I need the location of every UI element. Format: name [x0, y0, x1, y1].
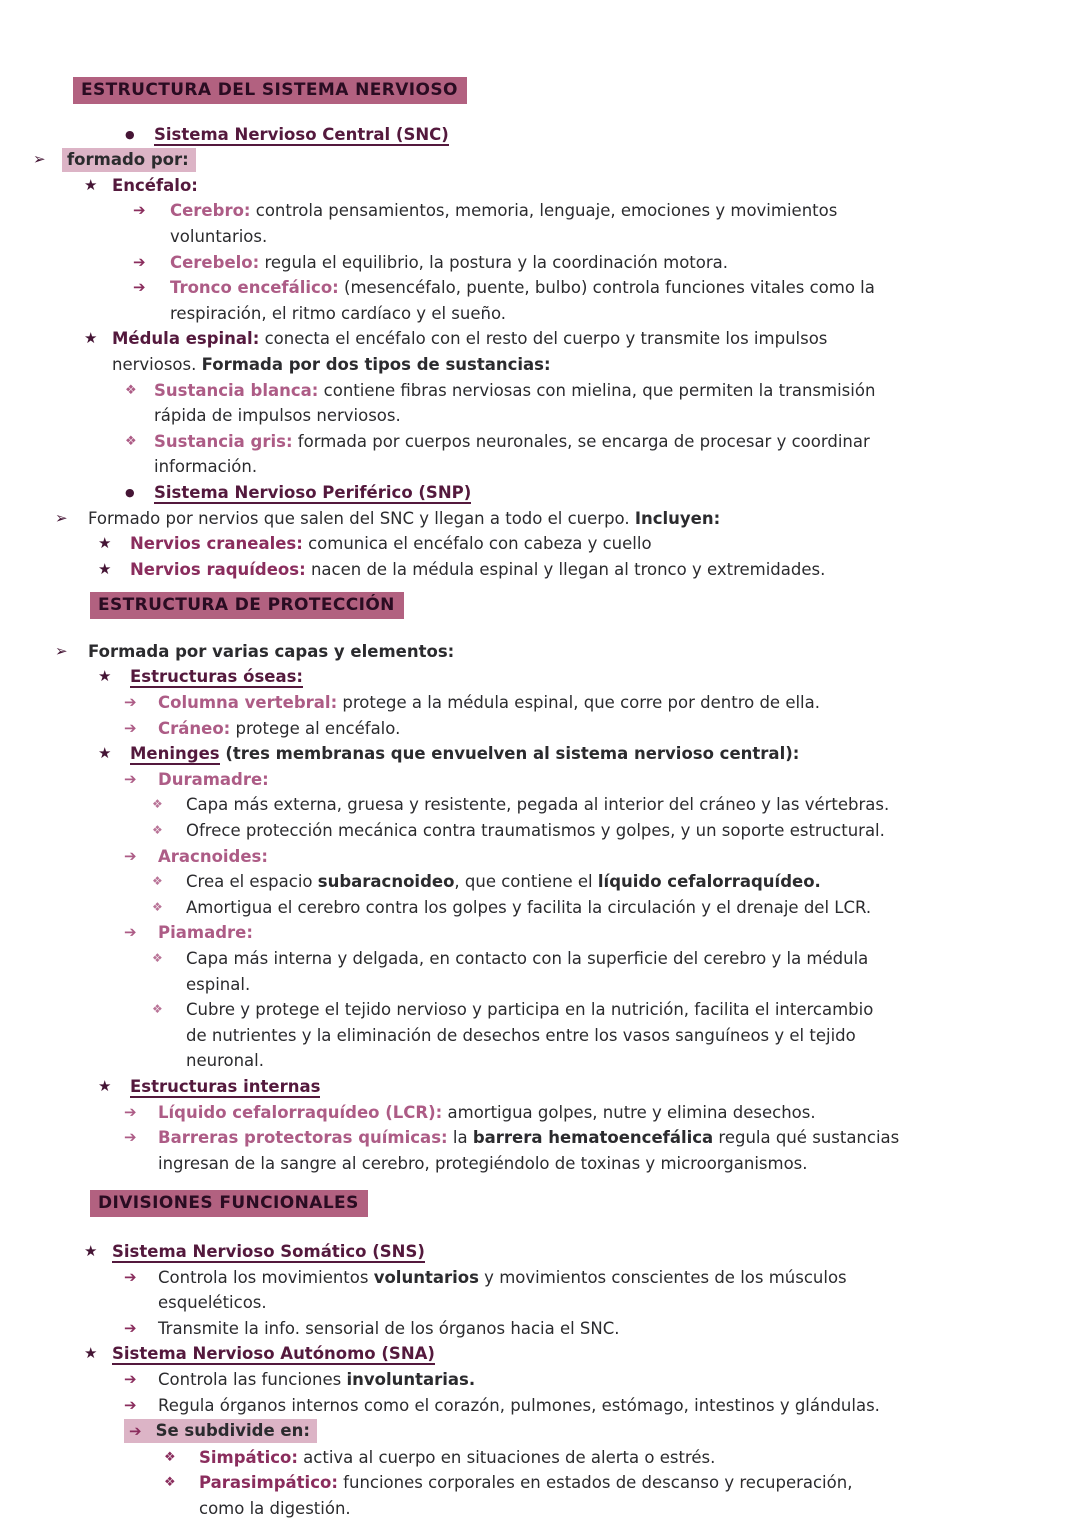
text-run: y movimientos conscientes de los músculos [478, 1267, 847, 1287]
arrow-bullet-icon: ➔ [124, 1102, 137, 1121]
doc-line [0, 326, 1080, 352]
section-heading-label: ESTRUCTURA DE PROTECCIÓN [90, 592, 404, 619]
bullet-dot-icon: ● [125, 127, 135, 141]
doc-line [0, 506, 1080, 532]
text-run: Sistema Nervioso Central (SNC) [154, 124, 449, 144]
doc-line [0, 1445, 1080, 1471]
doc-line [0, 690, 1080, 716]
text-run: formada por cuerpos neuronales, se encarga de procesar y coordinar [292, 431, 870, 451]
text-run: Capa más interna y delgada, en contacto con la superficie del cerebro y la médula [186, 949, 869, 968]
text-run: controla pensamientos, memoria, lenguaje, emociones y movimientos [250, 201, 838, 221]
star-bullet-icon: ★ [98, 1076, 112, 1095]
arrow-bullet-icon: ➔ [124, 693, 137, 712]
star-bullet-icon: ★ [84, 1241, 98, 1260]
text-run: Ofrece protección mecánica contra traumatismos y golpes, y un soporte estructural. [186, 821, 885, 841]
star-bullet-icon: ★ [98, 559, 112, 578]
text-run: voluntarios [373, 1267, 479, 1287]
chevron-bullet-icon: ➢ [55, 641, 68, 660]
chevron-bullet-icon: ➢ [55, 508, 68, 527]
doc-line [0, 869, 1080, 895]
text-run: Sustancia blanca: [154, 380, 319, 400]
doc-line [0, 997, 1080, 1023]
text-run: líquido cefalorraquídeo. [597, 872, 821, 892]
text-run: amortigua golpes, nutre y elimina desechos. [442, 1102, 816, 1122]
arrow-bullet-icon: ➔ [124, 1369, 137, 1388]
highlight [124, 1419, 317, 1443]
doc-line [0, 1265, 1080, 1291]
star-bullet-icon: ★ [84, 1344, 98, 1363]
notes-document [0, 77, 1080, 1521]
arrow-bullet-icon: ➔ [124, 1318, 137, 1337]
section-heading [73, 77, 1080, 104]
doc-line [0, 664, 1080, 690]
text-run: Sistema Nervioso Somático (SNS) [112, 1241, 425, 1261]
text-run: Cráneo: [158, 718, 231, 738]
arrow-bullet-icon: ➔ [124, 769, 137, 788]
diamond-bullet-icon: ❖ [152, 1002, 163, 1017]
diamond-bullet-icon: ❖ [152, 951, 163, 965]
star-bullet-icon: ★ [98, 667, 112, 686]
doc-line [0, 352, 1080, 378]
doc-line [0, 818, 1080, 844]
section-heading-label: DIVISIONES FUNCIONALES [90, 1190, 368, 1217]
text-run: Tronco encefálico: [170, 278, 339, 298]
text-run: información. [154, 457, 258, 477]
diamond-bullet-icon: ❖ [152, 874, 163, 889]
doc-line [0, 1316, 1080, 1342]
text-run: Estructuras internas [130, 1076, 321, 1096]
text-run: de nutrientes y la eliminación de desechos entre los vasos sanguíneos y el tejido [186, 1025, 856, 1045]
text-run: regula el equilibrio, la postura y la coordinación motora. [259, 252, 728, 272]
text-run: Sistema Nervioso Autónomo (SNA) [112, 1344, 435, 1364]
doc-line [0, 224, 1080, 250]
section-heading [90, 592, 1080, 619]
text-run: formado por: [67, 150, 189, 170]
arrow-bullet-icon: ➔ [124, 846, 137, 865]
highlight [62, 148, 196, 172]
text-run: Nervios raquídeos: [130, 559, 306, 579]
text-run: (mesencéfalo, puente, bulbo) controla funciones vitales como la [338, 278, 875, 298]
text-run: funciones corporales en estados de descanso y recuperación, [337, 1473, 853, 1493]
text-run: la [447, 1128, 473, 1148]
text-run: comunica el encéfalo con cabeza y cuello [302, 534, 652, 554]
doc-line [0, 639, 1080, 665]
doc-line [0, 480, 1080, 506]
doc-line [0, 1470, 1080, 1496]
text-run: respiración, el ritmo cardíaco y el sueño. [170, 303, 507, 323]
text-run: (tres membranas que envuelven al sistema nervioso central): [219, 744, 800, 764]
text-run: barrera hematoencefálica [472, 1128, 714, 1148]
bullet-dot-icon: ● [125, 485, 135, 499]
doc-line [0, 1023, 1080, 1049]
text-run: Cerebelo: [170, 252, 260, 272]
doc-line [0, 454, 1080, 480]
text-run: protege a la médula espinal, que corre por dentro de ella. [337, 693, 820, 713]
text-run: Capa más externa, gruesa y resistente, pegada al interior del cráneo y las vértebras. [186, 795, 890, 815]
arrow-bullet-icon: ➔ [129, 1422, 142, 1441]
doc-line [0, 403, 1080, 429]
text-run: Piamadre: [158, 923, 253, 943]
diamond-bullet-icon: ❖ [164, 1449, 176, 1465]
text-run: Sistema Nervioso Periférico (SNP) [154, 482, 472, 502]
doc-line [0, 946, 1080, 972]
doc-line [0, 531, 1080, 557]
doc-line [0, 1496, 1080, 1522]
diamond-bullet-icon: ❖ [152, 797, 163, 812]
arrow-bullet-icon: ➔ [133, 201, 146, 220]
text-run: Médula espinal: [112, 329, 260, 349]
text-run: Cubre y protege el tejido nervioso y participa en la nutrición, facilita el intercambio [186, 1000, 874, 1020]
doc-line [0, 1418, 1080, 1445]
text-run: Líquido cefalorraquídeo (LCR): [158, 1102, 443, 1122]
text-run: protege al encéfalo. [230, 718, 401, 738]
doc-line [0, 1290, 1080, 1316]
text-run: , que contiene el [454, 872, 598, 892]
text-run: voluntarios. [170, 226, 268, 246]
text-run: Duramadre: [158, 769, 269, 789]
text-run: Controla las funciones [158, 1369, 347, 1389]
chevron-bullet-icon: ➢ [33, 150, 46, 169]
doc-line [0, 250, 1080, 276]
text-run: Encéfalo: [112, 175, 198, 195]
doc-line [0, 147, 1080, 173]
star-bullet-icon: ★ [98, 744, 112, 763]
doc-line [0, 1393, 1080, 1419]
arrow-bullet-icon: ➔ [133, 278, 146, 297]
star-bullet-icon: ★ [98, 534, 112, 553]
text-run: Aracnoides: [158, 846, 268, 866]
text-run: esqueléticos. [158, 1293, 267, 1313]
text-run: rápida de impulsos nerviosos. [154, 406, 401, 426]
text-run: contiene fibras nerviosas con mielina, que permiten la transmisión [318, 380, 876, 400]
doc-line [0, 792, 1080, 818]
text-run: involuntarias. [346, 1369, 476, 1389]
doc-line [0, 301, 1080, 327]
doc-line [0, 1239, 1080, 1265]
text-run: Parasimpático: [199, 1473, 338, 1493]
section-heading [90, 1190, 1080, 1217]
doc-line [0, 122, 1080, 148]
text-run: Controla los movimientos [158, 1267, 374, 1287]
text-run: nerviosos. [112, 354, 202, 374]
text-run: Se subdivide en: [155, 1421, 310, 1441]
diamond-bullet-icon: ❖ [125, 382, 137, 398]
doc-line [0, 1341, 1080, 1367]
arrow-bullet-icon: ➔ [124, 718, 137, 737]
doc-line [0, 429, 1080, 455]
text-run: Nervios craneales: [130, 534, 303, 554]
text-run: Sustancia gris: [154, 431, 293, 451]
text-run: Incluyen: [634, 508, 721, 528]
doc-line [0, 920, 1080, 946]
text-run: Columna vertebral: [158, 693, 338, 713]
text-run: nacen de la médula espinal y llegan al tronco y extremidades. [305, 559, 826, 579]
doc-line [0, 972, 1080, 998]
text-run: Regula órganos internos como el corazón, pulmones, estómago, intestinos y glándulas. [158, 1395, 880, 1415]
doc-line [0, 844, 1080, 870]
arrow-bullet-icon: ➔ [124, 1267, 137, 1286]
text-run: Simpático: [199, 1447, 298, 1467]
text-run: Formado por nervios que salen del SNC y llegan a todo el cuerpo. [88, 508, 635, 528]
text-run: Estructuras óseas: [130, 667, 304, 687]
diamond-bullet-icon: ❖ [152, 823, 163, 838]
text-run: espinal. [186, 974, 251, 994]
doc-line [0, 767, 1080, 793]
star-bullet-icon: ★ [84, 329, 98, 348]
text-run: Barreras protectoras químicas: [158, 1128, 448, 1148]
arrow-bullet-icon: ➔ [133, 252, 146, 271]
text-run: Formada por dos tipos de sustancias: [201, 354, 551, 374]
doc-line [0, 1151, 1080, 1177]
text-run: Transmite la info. sensorial de los órganos hacia el SNC. [158, 1318, 620, 1338]
arrow-bullet-icon: ➔ [124, 923, 137, 942]
doc-line [0, 895, 1080, 921]
text-run: neuronal. [186, 1051, 264, 1071]
text-run: conecta el encéfalo con el resto del cuerpo y transmite los impulsos [259, 329, 828, 349]
doc-line [0, 557, 1080, 583]
diamond-bullet-icon: ❖ [125, 433, 137, 449]
doc-line [0, 1125, 1080, 1151]
text-run: ingresan de la sangre al cerebro, protegiéndolo de toxinas y microorganismos. [158, 1153, 808, 1173]
text-run: Crea el espacio [186, 872, 318, 892]
arrow-bullet-icon: ➔ [124, 1395, 137, 1414]
arrow-bullet-icon: ➔ [124, 1128, 137, 1147]
text-run: regula qué sustancias [713, 1128, 900, 1148]
text-run: subaracnoideo [317, 872, 455, 892]
text-run: Formada por varias capas y elementos: [88, 641, 455, 661]
doc-line [0, 1367, 1080, 1393]
text-run: Amortigua el cerebro contra los golpes y facilita la circulación y el drenaje del LCR. [186, 897, 872, 917]
doc-line [0, 1048, 1080, 1074]
text-run: como la digestión. [199, 1498, 351, 1518]
doc-line [0, 1100, 1080, 1126]
doc-line [0, 741, 1080, 767]
doc-line [0, 275, 1080, 301]
doc-line [0, 173, 1080, 199]
doc-line [0, 716, 1080, 742]
section-heading-label: ESTRUCTURA DEL SISTEMA NERVIOSO [73, 77, 467, 104]
doc-line [0, 1074, 1080, 1100]
doc-line [0, 198, 1080, 224]
doc-line [0, 378, 1080, 404]
text-run: Cerebro: [170, 201, 251, 221]
diamond-bullet-icon: ❖ [164, 1475, 176, 1491]
diamond-bullet-icon: ❖ [152, 899, 163, 914]
star-bullet-icon: ★ [84, 175, 98, 194]
text-run: activa al cuerpo en situaciones de alerta o estrés. [297, 1447, 716, 1467]
text-run: Meninges [130, 744, 220, 764]
